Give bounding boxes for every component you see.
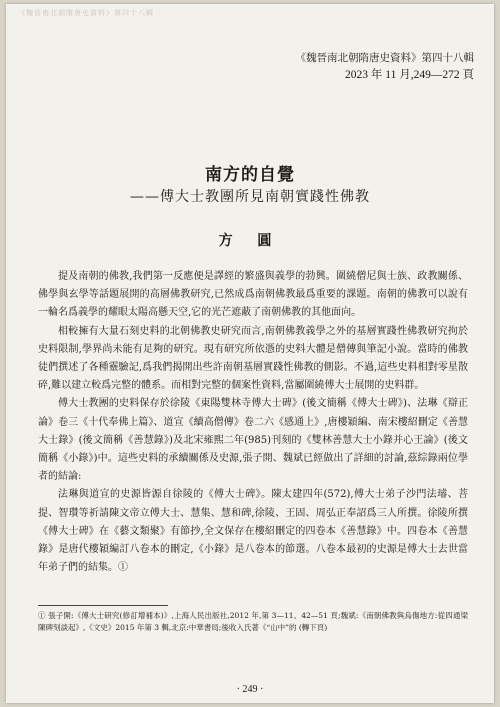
body-paragraph: 法琳與道宣的史源皆源自徐陵的《傅大士碑》。陳太建四年(572),傅大士弟子沙門法璿、菩提、智瓚等祈請陳文帝立傅大士、慧集、慧和碑,徐陵、王固、周弘正奉詔爲三人所撰。徐陵所撰《傅大士碑》在《藝文類聚》有節抄,全文保存在樓紹刪定的四卷本《善慧錄》中。四卷本《善慧錄》是唐代樓穎編訂八卷本的刪定,《小錄》是八卷本的節選。八卷本最初的史源是傅大士去世當年弟子們的結集。① (38, 489, 468, 574)
body-paragraph: 提及南朝的佛教,我們第一反應便是譯經的繁盛與義學的勃興。圍繞僧尼與士族、政教關係、佛學與玄學等話題展開的高層佛教研究,已然成爲南朝佛教最爲重要的課題。南朝的佛教可以說有一輪名爲義學的耀眼太陽高懸天空,它的光芒遮蔽了南朝佛教的其他面向。 (38, 271, 468, 319)
journal-header (296, 50, 475, 84)
article-body (38, 268, 468, 577)
article-title: 南方的自覺 (205, 165, 295, 185)
article-author: 方 圓 (218, 233, 282, 249)
page-number: · 249 · (236, 684, 264, 695)
article-subtitle: ——傅大士教團所見南朝實踐性佛教 (130, 189, 370, 205)
page-range: 2023 年 11 月,249—272 頁 (345, 69, 474, 81)
footnote: ① 張子開:《傅大士研究(修訂增補本)》,上海人民出版社,2012 年,第 3—11、42—51 頁;魏斌:《南朝佛教與烏傷地方:從四通梁陳碑刻談起》,《文史》2015 年第 3 輯,北京:中華書局;後收入氏著《“山中”的 (轉下頁) (38, 611, 468, 632)
bleed-through-header: 《魏晉南北朝隋唐史資料》第四十八輯 (18, 9, 154, 17)
journal-name: 《魏晉南北朝隋唐史資料》第四十八輯 (295, 52, 474, 64)
body-paragraph: 傅大士教團的史料保存於徐陵《東陽雙林寺傅大士碑》(後文簡稱《傅大士碑》)、法琳《辯正論》卷三《十代奉佛上篇》、道宣《續高僧傳》卷二六《感通上》,唐樓穎編、南宋樓紹刪定《善慧大士錄》(後文簡稱《善慧錄》)及北宋雍熙二年(985)刊刻的《雙林善慧大士小錄并心王論》(後文簡稱《小錄》)中。這些史料的承續關係及史源,張子開、魏斌已經做出了詳細的討論,茲綜錄兩位學者的結論: (38, 398, 468, 483)
body-paragraph: 相較擁有大量石刻史料的北朝佛教史研究而言,南朝佛教義學之外的基層實踐性佛教研究拘於史料限制,學界尚未能有足夠的研究。現有研究所依憑的史料大體是僧傳與筆記小說。當時的佛教徒們撰述了各種靈驗記,爲我們揭開出些許南朝基層實踐性佛教的側影。不過,這些史料相對零星散碎,難以建立較爲完整的體系。而相對完整的個案性資料,當屬圍繞傅大士展開的史料群。 (38, 325, 468, 392)
footnote-divider (38, 605, 168, 606)
